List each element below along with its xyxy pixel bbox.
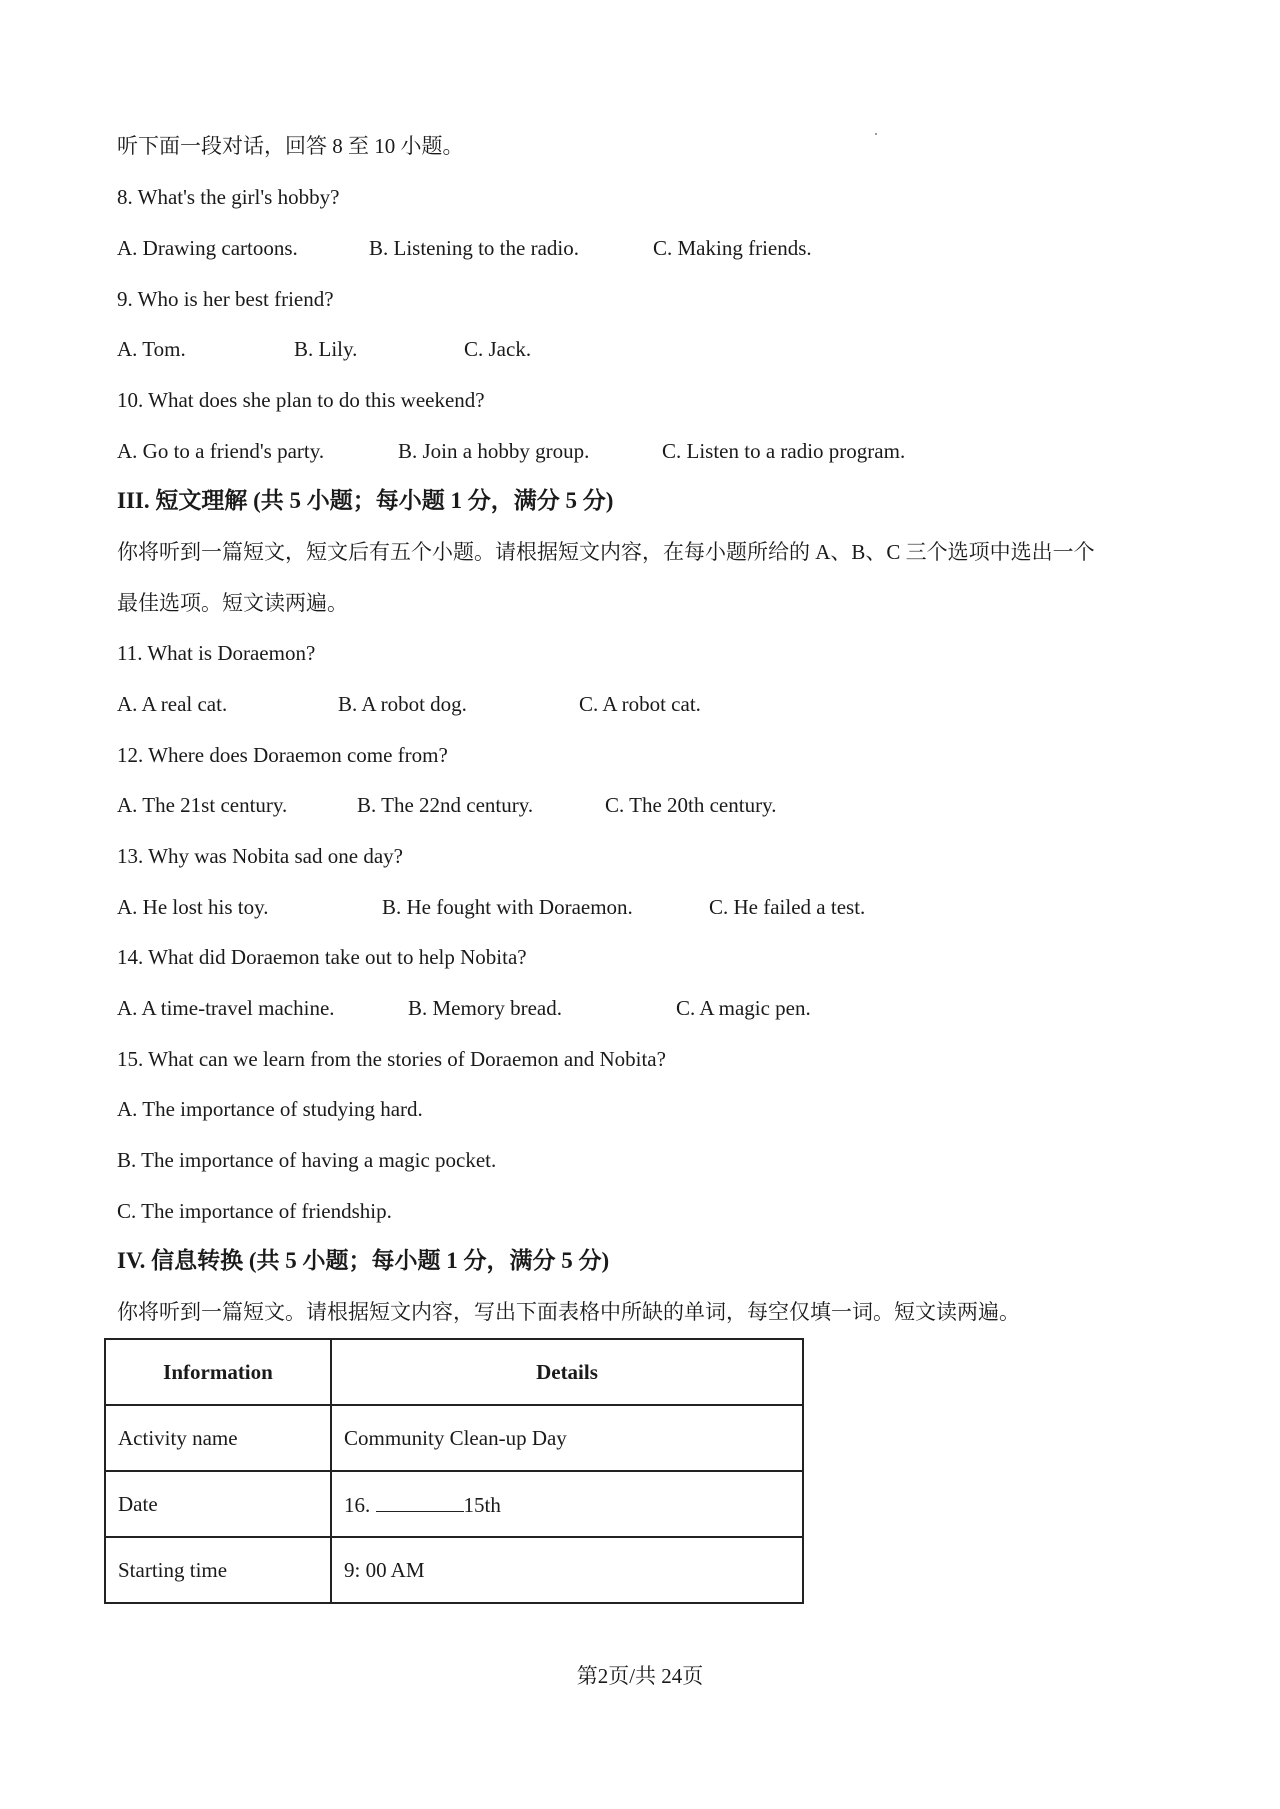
table-row (105, 1471, 803, 1537)
row-label: Date (105, 1471, 331, 1537)
q13-option-a[interactable]: A. He lost his toy. (117, 895, 269, 919)
scan-speck (875, 133, 877, 135)
row-label: Activity name (105, 1405, 331, 1471)
q9-option-b[interactable]: B. Lily. (294, 337, 358, 361)
q13-stem: 13. Why was Nobita sad one day? (117, 844, 403, 868)
q13-option-c[interactable]: C. He failed a test. (709, 895, 866, 919)
date-cell (331, 1471, 803, 1537)
q15-option-c[interactable]: C. The importance of friendship. (117, 1199, 392, 1223)
section3-heading: III. 短文理解 (共 5 小题；每小题 1 分，满分 5 分) (117, 488, 614, 513)
q15-stem: 15. What can we learn from the stories of Doraemon and Nobita? (117, 1047, 666, 1071)
row-label: Starting time (105, 1537, 331, 1603)
section3-instructions-2: 最佳选项。短文读两遍。 (117, 591, 348, 615)
page-footer: 第2页/共 24页 (576, 1664, 704, 1688)
row-value: Community Clean-up Day (331, 1405, 803, 1471)
q8-option-b[interactable]: B. Listening to the radio. (369, 236, 579, 260)
section4-instructions: 你将听到一篇短文。请根据短文内容，写出下面表格中所缺的单词，每空仅填一词。短文读两遍。 (117, 1300, 1020, 1324)
q9-option-c[interactable]: C. Jack. (464, 337, 532, 361)
q12-option-c[interactable]: C. The 20th century. (605, 793, 777, 817)
info-table (104, 1338, 804, 1604)
q15-option-b[interactable]: B. The importance of having a magic pocket. (117, 1148, 497, 1172)
table-row (105, 1405, 803, 1471)
q13-option-b[interactable]: B. He fought with Doraemon. (382, 895, 633, 919)
q14-option-b[interactable]: B. Memory bread. (408, 996, 562, 1020)
q8-stem: 8. What's the girl's hobby? (117, 185, 340, 209)
date-suffix: 15th (463, 1492, 501, 1517)
q12-option-b[interactable]: B. The 22nd century. (357, 793, 534, 817)
q11-option-b[interactable]: B. A robot dog. (338, 692, 467, 716)
q10-option-c[interactable]: C. Listen to a radio program. (662, 439, 906, 463)
table-header-row (105, 1339, 803, 1405)
q8-option-a[interactable]: A. Drawing cartoons. (117, 236, 298, 260)
q12-stem: 12. Where does Doraemon come from? (117, 743, 448, 767)
section3-instructions-1: 你将听到一篇短文，短文后有五个小题。请根据短文内容，在每小题所给的 A、B、C 三个选项中选出一个 (117, 540, 1095, 564)
q14-option-a[interactable]: A. A time-travel machine. (117, 996, 335, 1020)
listening-intro: 听下面一段对话，回答 8 至 10 小题。 (117, 134, 464, 158)
q11-stem: 11. What is Doraemon? (117, 641, 316, 665)
q9-stem: 9. Who is her best friend? (117, 287, 334, 311)
q11-option-a[interactable]: A. A real cat. (117, 692, 228, 716)
q12-option-a[interactable]: A. The 21st century. (117, 793, 288, 817)
q15-option-a[interactable]: A. The importance of studying hard. (117, 1097, 423, 1121)
q14-stem: 14. What did Doraemon take out to help Nobita? (117, 945, 527, 969)
q9-option-a[interactable]: A. Tom. (117, 337, 186, 361)
q11-option-c[interactable]: C. A robot cat. (579, 692, 701, 716)
q8-option-c[interactable]: C. Making friends. (653, 236, 812, 260)
q14-option-c[interactable]: C. A magic pen. (676, 996, 811, 1020)
row-value: 9: 00 AM (331, 1537, 803, 1603)
section4-heading: IV. 信息转换 (共 5 小题；每小题 1 分，满分 5 分) (117, 1248, 610, 1273)
table-row (105, 1537, 803, 1603)
header-information: Information (105, 1339, 331, 1405)
answer-blank-16[interactable] (376, 1491, 464, 1512)
q10-option-a[interactable]: A. Go to a friend's party. (117, 439, 325, 463)
q10-stem: 10. What does she plan to do this weekend? (117, 388, 485, 412)
blank-number: 16. (344, 1492, 371, 1517)
q10-option-b[interactable]: B. Join a hobby group. (398, 439, 590, 463)
header-details: Details (331, 1339, 803, 1405)
